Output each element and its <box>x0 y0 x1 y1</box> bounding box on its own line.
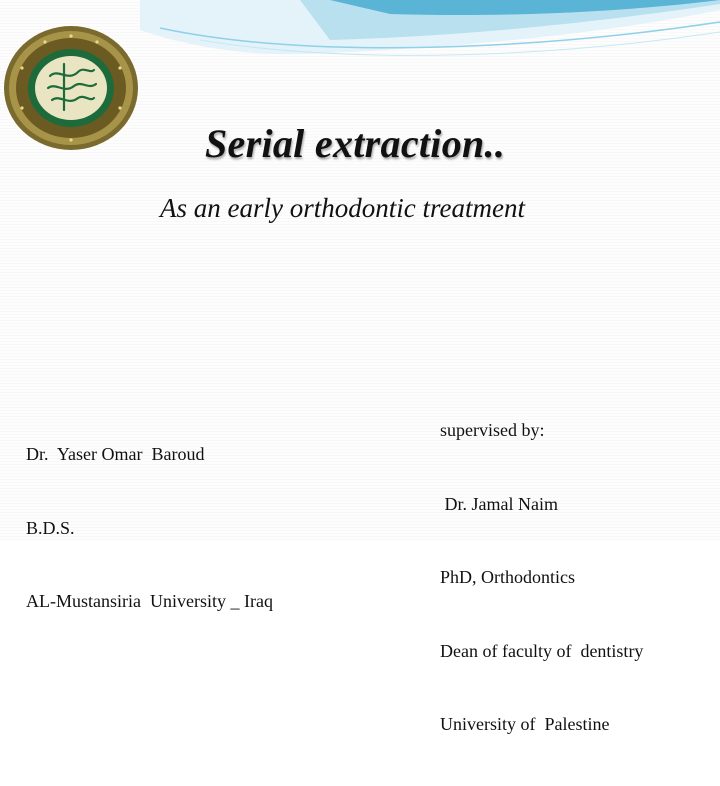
supervisor-label: supervised by: <box>440 420 545 440</box>
slide-subtitle: As an early orthodontic treatment <box>160 193 525 223</box>
presenter-info <box>26 393 273 663</box>
supervisor-institution: University of Palestine <box>440 714 610 734</box>
presenter-degree: B.D.S. <box>26 517 75 538</box>
supervisor-degree: PhD, Orthodontics <box>440 567 575 587</box>
supervisor-name: Dr. Jamal Naim <box>440 493 558 514</box>
presenter-name: Dr. Yaser Omar Baroud <box>26 444 205 464</box>
slide-title: Serial extraction.. <box>205 121 506 166</box>
supervisor-position: Dean of faculty of dentistry <box>440 640 644 661</box>
supervisor-info <box>440 369 643 786</box>
presenter-institution: AL-Mustansiria University _ Iraq <box>26 591 273 611</box>
university-seal-logo <box>2 24 140 152</box>
